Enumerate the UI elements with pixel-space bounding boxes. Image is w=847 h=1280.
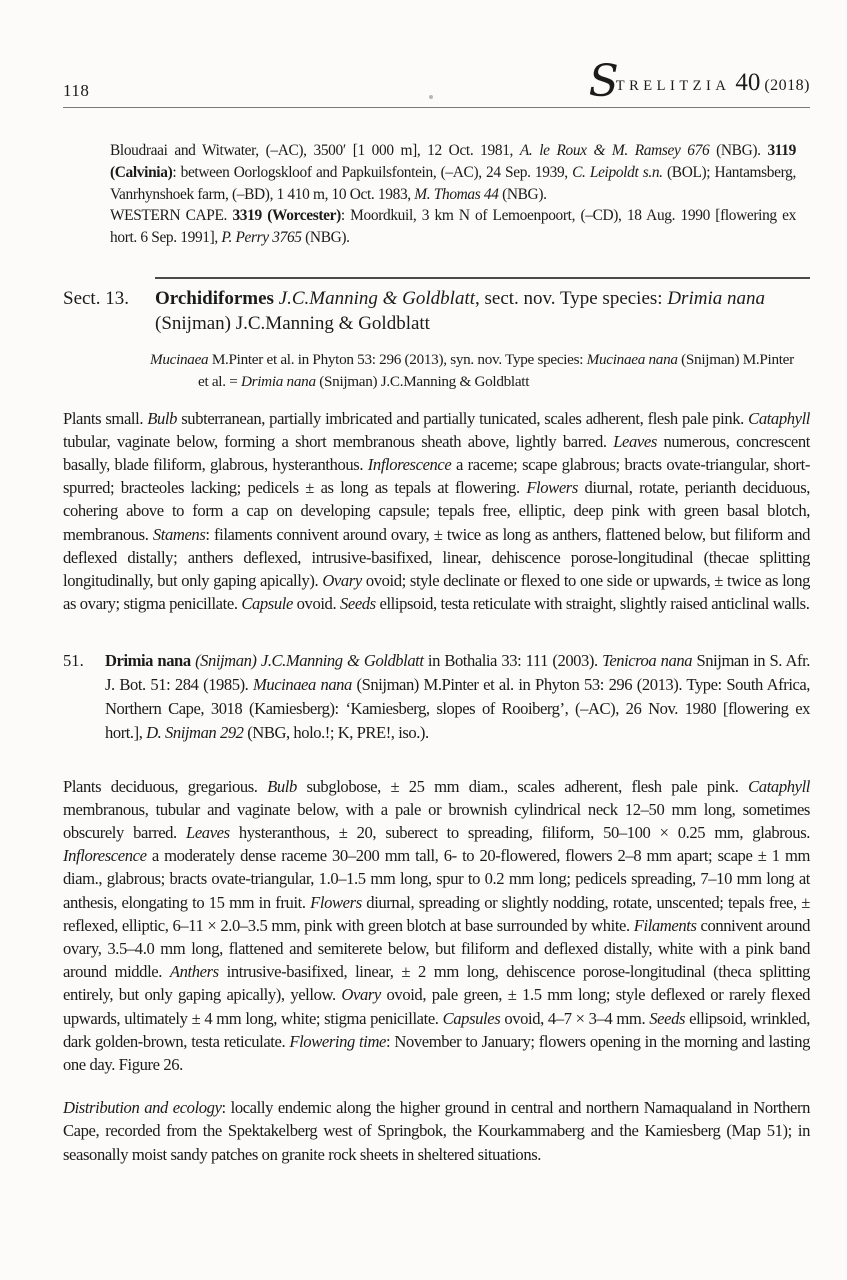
- scan-speck: [429, 95, 433, 99]
- species-entry: [63, 649, 810, 744]
- running-title: [588, 56, 810, 107]
- section-title: Orchidiformes J.C.Manning & Goldblatt, sect. nov. Type species: Drimia nana (Snijman) J.C.Manning & Goldblatt: [155, 287, 765, 335]
- section-label: Sect. 13.: [63, 287, 129, 309]
- section-synonymy: Mucinaea M.Pinter et al. in Phyton 53: 296 (2013), syn. nov. Type species: Mucinaea nana (Snijman) M.Pinter et al. = Drimia nana (Snijman) J.C.Manning & Goldblatt: [150, 350, 794, 390]
- section-rule: [155, 277, 810, 279]
- header-rule: [63, 107, 810, 108]
- page-number: 118: [63, 81, 90, 100]
- journal-initial: S: [588, 56, 616, 107]
- section-description: Plants small. Bulb subterranean, partially imbricated and partially tunicated, scales adherent, flesh pale pink. Cataphyll tubular, vaginate below, forming a short membranous sheath above, lightly barred. Leaves numerous, concrescent basally, blade filiform, glabrous, hysteranthous. Inflorescence a raceme; scape glabrous; bracts ovate-triangular, short-spurred; bracteoles lacking; pedicels ± as long as tepals at flowering. Flowers diurnal, rotate, perianth deciduous, cohering above to form a cap on developing capsule; tepals free, elliptic, deep pink with green basal blotch, membranous. Stamens: filaments connivent around ovary, ± twice as long as anthers, flattened below, but filiform and deflexed distally; anthers deflexed, intrusive-basifixed, linear, dehiscence porose-longitudinal (thecae splitting longitudinally, but only gaping apically). Ovary ovoid; style declinate or flexed to one side or upwards, ± twice as long as ovary; stigma penicillate. Capsule ovoid. Seeds ellipsoid, testa reticulate with straight, slightly raised anticlinal walls.: [63, 408, 811, 614]
- journal-year: (2018): [764, 77, 810, 94]
- species-description: Plants deciduous, gregarious. Bulb subglobose, ± 25 mm diam., scales adherent, flesh pale pink. Cataphyll membranous, tubular and vaginate below, with a pale or brownish cylindrical neck 12–50 mm long, sometimes obscurely barred. Leaves hysteranthous, ± 20, suberect to spreading, filiform, 50–100 × 0.25 mm, glabrous. Inflorescence a moderately dense raceme 30–200 mm tall, 6- to 20-flowered, flowers 2–8 mm apart; scape ± 1 mm diam., glabrous; bracts ovate-triangular, 1.0–1.5 mm long, spur to 0.2 mm long; pedicels spreading, 7–10 mm long at anthesis, elongating to 15 mm in fruit. Flowers diurnal, spreading or slightly nodding, rotate, unscented; tepals free, ± reflexed, elliptic, 6–11 × 2.0–3.5 mm, pink with green blotch at base surrounded by white. Filaments connivent around ovary, 3.5–4.0 mm long, flattened and semiterete below, but filiform and deflexed distally, white with a pink band around middle. Anthers intrusive-basifixed, linear, ± 2 mm long, dehiscence porose-longitudinal (theca splitting entirely, but only gaping apically), yellow. Ovary ovoid, pale green, ± 1.5 mm long; style deflexed or rarely flexed upwards, ultimately ± 4 mm long, white; stigma penicillate. Capsules ovoid, 4–7 × 3–4 mm. Seeds ellipsoid, wrinkled, dark golden-brown, testa reticulate. Flowering time: November to January; flowers opening in the morning and lasting one day. Figure 26.: [63, 776, 811, 1075]
- specimen-paragraph-northern-cape: Bloudraai and Witwater, (–AC), 3500′ [1 000 m], 12 Oct. 1981, A. le Roux & M. Ramsey 676 (NBG). 3119 (Calvinia): between Oorlogskloof and Papkuilsfontein, (–AC), 24 Sep. 1939, C. Leipoldt s.n. (BOL); Hantamsberg, Vanrhynshoek farm, (–BD), 1 410 m, 10 Oct. 1983, M. Thomas 44 (NBG).: [110, 142, 796, 203]
- journal-volume: 40: [735, 69, 761, 96]
- species-citation: Drimia nana (Snijman) J.C.Manning & Goldblatt in Bothalia 33: 111 (2003). Tenicroa nana Snijman in S. Afr. J. Bot. 51: 284 (1985). Mucinaea nana (Snijman) M.Pinter et al. in Phyton 53: 296 (2013). Type: South Africa, Northern Cape, 3018 (Kamiesberg): ‘Kamiesberg, slopes of Rooiberg’, (–AC), 26 Nov. 1980 [flowering ex hort.], D. Snijman 292 (NBG, holo.!; K, PRE!, iso.).: [105, 651, 811, 742]
- journal-name: TRELITZIA: [615, 78, 731, 94]
- distribution-paragraph: Distribution and ecology: locally endemic along the higher ground in central and northern Namaqualand in Northern Cape, recorded from the Spektakelberg west of Springbok, the Kourkammaberg and the Kamiesberg (Map 51); in seasonally moist sandy patches on granite rock sheets in sheltered situations.: [63, 1098, 810, 1164]
- species-number: 51.: [63, 651, 84, 671]
- specimen-paragraph-western-cape: WESTERN CAPE. 3319 (Worcester): Moordkuil, 3 km N of Lemoenpoort, (–CD), 18 Aug. 1990 [flowering ex hort. 6 Sep. 1991], P. Perry 3765 (NBG).: [110, 207, 796, 247]
- section-heading: [63, 286, 810, 337]
- specimen-citations: [110, 140, 796, 249]
- page-header: [63, 56, 810, 107]
